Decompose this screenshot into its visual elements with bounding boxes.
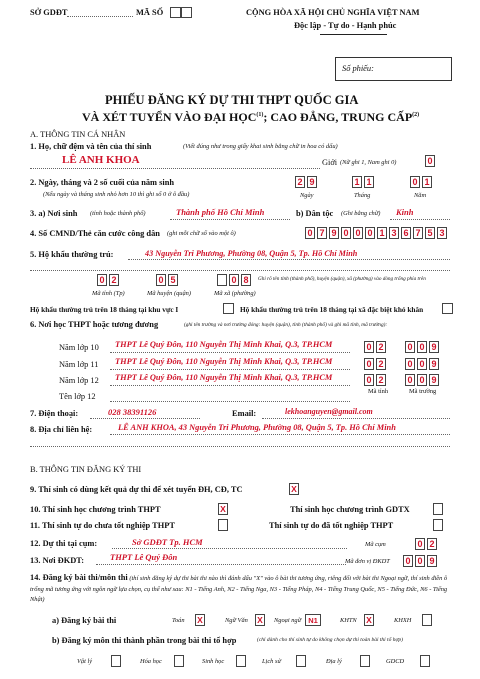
hk-tinh-caption: Mã tỉnh (Tp)	[92, 290, 125, 297]
school-underline	[110, 369, 350, 370]
so-phieu-label: Số phiếu:	[342, 64, 374, 73]
section-a-heading: A. THÔNG TIN CÁ NHÂN	[30, 130, 126, 139]
dob-year-2[interactable]: 1	[422, 176, 432, 188]
exam-cluster-value[interactable]: Sở GDĐT Tp. HCM	[132, 537, 203, 547]
khxh-label: KHXH	[394, 617, 412, 624]
q3a-underline	[170, 219, 290, 220]
school-ma-tinh-box[interactable]: 0	[364, 341, 374, 353]
kv1-label: Hộ khẩu thường trú trên 18 tháng tại khu vực I	[30, 305, 179, 314]
q8-underline-2	[30, 446, 450, 447]
country-name: CỘNG HÒA XÃ HỘI CHỦ NGHĨA VIỆT NAM	[246, 8, 420, 17]
dob-month-1[interactable]: 1	[352, 176, 362, 188]
q14a-label: a) Đăng ký bài thi	[52, 616, 117, 625]
q13-label: 13. Nơi ĐKDT:	[30, 556, 85, 565]
hk-xa-caption: Mã xã (phường)	[214, 290, 256, 297]
school-underline	[110, 385, 350, 386]
form-title-line2: VÀ XÉT TUYỂN VÀO ĐẠI HỌC$^{(1)}$; CAO ĐẲNG, TRUNG CẤP$^{(2)}$	[82, 110, 420, 124]
ma-tinh-caption: Mã tỉnh	[368, 388, 389, 395]
q12-underline	[112, 548, 347, 549]
gdtx-label: Thí sinh học chương trình GDTX	[290, 505, 410, 514]
kv1-checkbox[interactable]	[223, 303, 234, 314]
q4-hint: (ghi mỗi chữ số vào một ô)	[167, 230, 236, 237]
so-gddt-label: SỞ GDĐT	[30, 8, 68, 17]
hk-note: Ghi rõ tên tỉnh (thành phố), huyện (quận), xã (phường) vào dòng trống phía trên	[258, 276, 426, 282]
hk-huyen-1[interactable]: 0	[156, 274, 166, 286]
school-ma-truong-box[interactable]: 0	[417, 341, 427, 353]
subject-label: Vật lý	[77, 658, 93, 665]
tdtn-label: Thí sinh tự do đã tốt nghiệp THPT	[269, 521, 394, 530]
ma-so-box-1[interactable]	[170, 7, 181, 18]
toan-checkbox[interactable]: X	[195, 614, 205, 626]
subject-checkbox[interactable]	[236, 655, 246, 667]
hk-xa-box-empty[interactable]	[217, 274, 227, 286]
school-ma-truong-box[interactable]: 0	[405, 374, 415, 386]
school-ma-tinh-box[interactable]: 0	[364, 358, 374, 370]
q14-codes-1: N1 - Tiếng Anh, N2 - Tiếng Nga,	[185, 585, 269, 593]
school-grade-label: Năm lớp 11	[59, 360, 99, 369]
ngoaingu-code-box[interactable]: N1	[305, 614, 321, 626]
section-b-heading: B. THÔNG TIN ĐĂNG KÝ THI	[30, 465, 142, 474]
school-ma-truong-box[interactable]: 9	[429, 374, 439, 386]
q14-label: 14. Đăng ký bài thi/môn thi	[30, 573, 128, 582]
gdtx-checkbox[interactable]	[433, 503, 443, 515]
hk-huyen-2[interactable]: 5	[168, 274, 178, 286]
ma-dvdkdt-1[interactable]: 0	[403, 555, 413, 567]
subject-label: Sinh học	[202, 658, 225, 665]
school-ma-truong-box[interactable]: 9	[429, 358, 439, 370]
toan-label: Toán	[172, 617, 185, 624]
dob-year-1[interactable]: 0	[410, 176, 420, 188]
q12-label: 12. Dự thi tại cụm:	[30, 539, 98, 548]
khtn-label: KHTN	[340, 617, 357, 624]
school-ma-tinh-box[interactable]: 2	[376, 358, 386, 370]
ma-cum-2[interactable]: 2	[427, 538, 437, 550]
q7-underline	[90, 418, 200, 419]
q1-label: 1. Họ, chữ đệm và tên của thí sinh	[30, 142, 152, 151]
tdtn-checkbox[interactable]	[433, 519, 443, 531]
q8-underline	[110, 434, 450, 435]
subject-checkbox[interactable]	[360, 655, 370, 667]
gender-box[interactable]: 0	[425, 155, 435, 167]
q6-hint: (ghi tên trường và nơi trường đóng: huyện (quận), tỉnh (thành phố) và ghi mã tỉnh, mã trường):	[184, 322, 388, 328]
school-name-value[interactable]: THPT Lê Quý Đôn, 110 Nguyễn Thị Minh Khai, Q.3, TP.HCM	[115, 340, 333, 349]
q14-block	[30, 573, 450, 606]
subject-label: Hóa học	[140, 658, 162, 665]
q10-checkbox[interactable]: X	[218, 503, 228, 515]
subject-checkbox[interactable]	[174, 655, 184, 667]
ma-truong-caption: Mã trường	[409, 388, 437, 395]
registration-place-value[interactable]: THPT Lê Quý Đôn	[110, 552, 178, 562]
cmnd-digit-box[interactable]: 5	[425, 227, 435, 239]
q11-label: 11. Thí sinh tự do chưa tốt nghiệp THPT	[30, 521, 175, 530]
dob-day-caption: Ngày	[300, 192, 314, 199]
school-ma-truong-box[interactable]: 9	[429, 341, 439, 353]
school-ma-truong-box[interactable]: 0	[417, 358, 427, 370]
q3b-underline	[390, 219, 450, 220]
subject-checkbox[interactable]	[111, 655, 121, 667]
dob-year-caption: Năm	[414, 192, 427, 199]
ngoaingu-label: Ngoại ngữ	[274, 617, 302, 624]
class-12-field[interactable]	[110, 401, 350, 402]
so-phieu-box[interactable]	[335, 57, 452, 81]
q1-hint: (Viết đúng như trong giấy khai sinh bằng chữ in hoa có dấu)	[183, 143, 338, 150]
subject-label: GDCD	[386, 658, 405, 665]
email-label: Email:	[232, 409, 257, 418]
q6-label: 6. Nơi học THPT hoặc tương đương	[30, 320, 159, 329]
email-value[interactable]: lekhoanguyen@gmail.com	[285, 407, 373, 416]
school-grade-label: Năm lớp 10	[59, 343, 99, 352]
school-name-value[interactable]: THPT Lê Quý Đôn, 110 Nguyễn Thị Minh Khai, Q.3, TP.HCM	[115, 373, 333, 382]
cmnd-digit-box[interactable]: 1	[377, 227, 387, 239]
email-underline	[262, 418, 450, 419]
q2-hint: (Nếu ngày và tháng sinh nhỏ hơn 10 thì ghi số 0 ở ô đầu)	[43, 191, 190, 198]
subject-checkbox[interactable]	[420, 655, 430, 667]
school-ma-truong-box[interactable]: 0	[405, 358, 415, 370]
form-title-line1: PHIẾU ĐĂNG KÝ DỰ THI THPT QUỐC GIA	[105, 93, 359, 107]
school-ma-tinh-box[interactable]: 0	[364, 374, 374, 386]
school-ma-tinh-box[interactable]: 2	[376, 341, 386, 353]
cmnd-digit-box[interactable]: 3	[389, 227, 399, 239]
motto: Độc lập - Tự do - Hạnh phúc	[294, 21, 397, 30]
ethnicity-value[interactable]: Kinh	[396, 207, 414, 217]
q9-checkbox[interactable]: X	[289, 483, 299, 495]
hk-xa-1[interactable]: 0	[229, 274, 239, 286]
dob-day-1[interactable]: 2	[295, 176, 305, 188]
khxh-checkbox[interactable]	[422, 614, 432, 626]
q1-underline	[30, 168, 320, 169]
q14b-label: b) Đăng ký môn thi thành phần trong bài thi tổ hợp	[52, 636, 237, 645]
q14b-hint: (chỉ dành cho thí sinh tự do không chọn dự thi toàn bài thi tổ hợp)	[257, 637, 403, 643]
cmnd-digit-box[interactable]: 6	[401, 227, 411, 239]
cmnd-digit-box[interactable]: 0	[341, 227, 351, 239]
nguvan-checkbox[interactable]: X	[255, 614, 265, 626]
hk-huyen-caption: Mã huyện (quận)	[147, 290, 192, 297]
dbkk-label: Hộ khẩu thường trú trên 18 tháng tại xã đặc biệt khó khăn	[240, 305, 424, 314]
cmnd-digit-box[interactable]: 0	[305, 227, 315, 239]
motto-underline	[320, 34, 387, 35]
dob-month-caption: Tháng	[354, 192, 371, 199]
contact-address-value[interactable]: LÊ ANH KHOA, 43 Nguyễn Tri Phương, Phường 08, Quận 5, Tp. Hồ Chí Minh	[118, 423, 396, 432]
phone-value[interactable]: 028 38391126	[108, 407, 157, 417]
q7-label: 7. Điện thoại:	[30, 409, 79, 418]
q5-underline	[128, 259, 450, 260]
so-gddt-field[interactable]	[67, 16, 133, 17]
subject-label: Địa lý	[326, 658, 342, 665]
ma-dvdkdt-2[interactable]: 0	[415, 555, 425, 567]
ma-cum-caption: Mã cụm	[365, 541, 386, 548]
q2-label: 2. Ngày, tháng và 2 số cuối của năm sinh	[30, 178, 175, 187]
q10-label: 10. Thí sinh học chương trình THPT	[30, 505, 161, 514]
birthplace-value[interactable]: Thành phố Hồ Chí Minh	[176, 207, 265, 217]
q13-underline	[96, 564, 346, 565]
ma-dvdkdt-3[interactable]: 9	[427, 555, 437, 567]
cmnd-digit-box[interactable]: 9	[329, 227, 339, 239]
residence-value[interactable]: 43 Nguyễn Tri Phương, Phường 08, Quận 5, Tp. Hồ Chí Minh	[145, 249, 358, 258]
cmnd-digit-box[interactable]: 7	[413, 227, 423, 239]
class-12-label: Tên lớp 12	[59, 392, 96, 401]
dob-day-2[interactable]: 9	[307, 176, 317, 188]
q3a-label: 3. a) Nơi sinh	[30, 209, 78, 218]
dbkk-checkbox[interactable]	[442, 303, 453, 314]
ma-dvdkdt-caption: Mã đơn vị ĐKDT	[345, 558, 390, 565]
q9-label: 9. Thí sinh có dùng kết quả dự thi để xét tuyển ĐH, CĐ, TC	[30, 485, 243, 494]
hk-xa-2[interactable]: 8	[241, 274, 251, 286]
hk-tinh-1[interactable]: 0	[97, 274, 107, 286]
full-name-value[interactable]: LÊ ANH KHOA	[62, 154, 140, 166]
dob-month-2[interactable]: 1	[364, 176, 374, 188]
q14-hint: (thí sinh đăng ký dự thi bài thi nào thì đánh dấu "X" vào ô bài thi tương ứng, riêng đối với bài thi Ngoại ngữ, thí sinh điền ô trống mã tương ứng với ngôn ngữ lựa chọn, cụ thể như sau:	[30, 575, 448, 593]
gender-hint: (Nữ ghi 1, Nam ghi 0)	[340, 159, 397, 166]
gender-label: Giới	[322, 158, 338, 167]
school-underline	[110, 352, 350, 353]
q3b-hint: (Ghi bằng chữ)	[341, 210, 381, 217]
q14-codes-2: N3 - Tiếng Pháp, N4 - Tiếng Trung Quốc, N5 - Tiếng Đức, N6 - Tiếng Nhật)	[30, 585, 448, 603]
cmnd-digit-box[interactable]: 0	[353, 227, 363, 239]
subject-checkbox[interactable]	[296, 655, 306, 667]
school-ma-tinh-box[interactable]: 2	[376, 374, 386, 386]
ma-so-box-2[interactable]	[181, 7, 192, 18]
cmnd-digit-box[interactable]: 7	[317, 227, 327, 239]
q11-checkbox[interactable]	[218, 519, 228, 531]
khtn-checkbox[interactable]: X	[364, 614, 374, 626]
school-ma-truong-box[interactable]: 0	[417, 374, 427, 386]
cmnd-digit-box[interactable]: 3	[437, 227, 447, 239]
q5-underline-2	[30, 270, 450, 271]
nguvan-label: Ngữ Văn	[225, 617, 248, 624]
q8-label: 8. Địa chỉ liên hệ:	[30, 425, 93, 434]
q4-label: 4. Số CMND/Thẻ căn cước công dân	[30, 229, 160, 238]
q3b-label: b) Dân tộc	[296, 209, 334, 218]
ma-cum-1[interactable]: 0	[415, 538, 425, 550]
cmnd-digit-box[interactable]: 0	[365, 227, 375, 239]
school-grade-label: Năm lớp 12	[59, 376, 99, 385]
school-ma-truong-box[interactable]: 0	[405, 341, 415, 353]
ma-so-label: MÃ SỐ	[136, 8, 164, 17]
q5-label: 5. Hộ khẩu thường trú:	[30, 250, 114, 259]
subject-label: Lịch sử	[262, 658, 281, 665]
hk-tinh-2[interactable]: 2	[109, 274, 119, 286]
q3a-hint: (tỉnh hoặc thành phố)	[90, 210, 146, 217]
school-name-value[interactable]: THPT Lê Quý Đôn, 110 Nguyễn Thị Minh Khai, Q.3, TP.HCM	[115, 357, 333, 366]
